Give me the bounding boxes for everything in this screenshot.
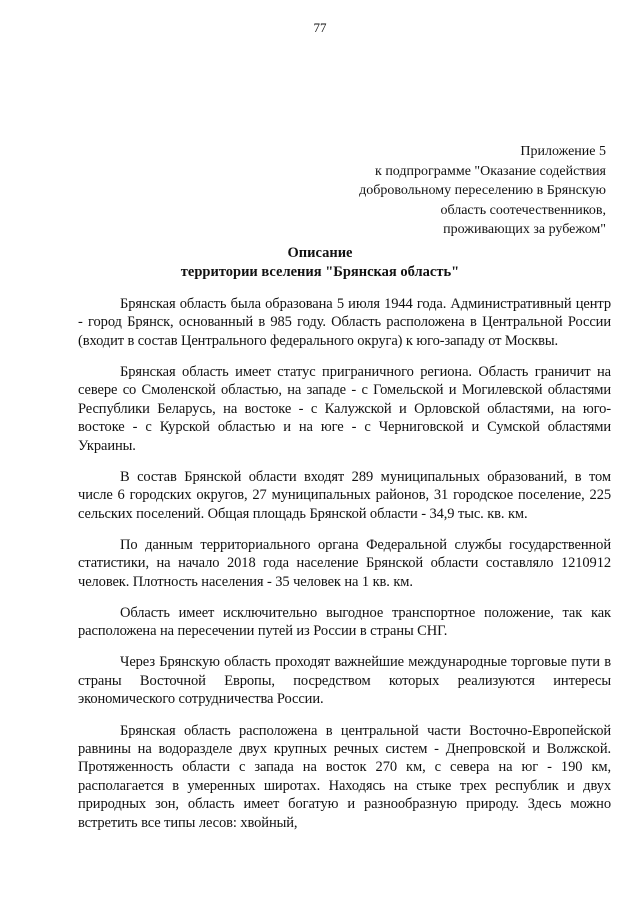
appendix-line: проживающих за рубежом"	[443, 222, 606, 237]
document-title	[0, 244, 640, 282]
title-line-2: территории вселения "Брянская область"	[180, 264, 460, 280]
paragraph: В состав Брянской области входят 289 муниципальных образований, в том числе 6 городских округов, 27 муниципальных районов, 31 городское поселение, 225 сельских поселений. Общая площадь Брянской области - 34,9 тыс. кв. км.	[78, 468, 611, 522]
paragraph: Брянская область была образована 5 июля 1944 года. Административный центр - город Брянск, основанный в 985 году. Область расположена в Центральной России (входит в состав Центрального федерального округа) к юго-западу от Москвы.	[78, 296, 611, 349]
paragraph: Брянская область расположена в центральной части Восточно-Европейской равнины на водоразделе двух крупных речных систем - Днепровской и Волжской. Протяженность области с запада на восток 270 км, с севера на юг - 190 км, располагается в умеренных широтах. Находясь на стыке трех республик и двух природных зон, область имеет богатую и разнообразную природу. Здесь можно встретить все типы лесов: хвойный,	[78, 722, 611, 831]
title-line-1: Описание	[287, 245, 353, 261]
paragraph: Брянская область имеет статус приграничного региона. Область граничит на севере со Смоленской областью, на западе - с Гомельской и Могилевской областями Республики Беларусь, на востоке - с Калужской и Орловской областями, на юго-востоке - с Курской областью и на юге - с Черниговской и Сумской областями Украины.	[78, 364, 611, 454]
paragraph: Область имеет исключительно выгодное транспортное положение, так как расположена на пересечении путей из России в страны СНГ.	[78, 604, 611, 640]
paragraph: Через Брянскую область проходят важнейшие международные торговые пути в страны Восточной Европы, посредством которых реализуются интересы экономического сотрудничества России.	[78, 654, 611, 708]
appendix-header	[276, 142, 606, 240]
document-body	[78, 295, 611, 845]
page-number: 77	[313, 20, 327, 35]
paragraph: По данным территориального органа Федеральной службы государственной статистики, на начало 2018 года население Брянской области составляло 1210912 человек. Плотность населения - 35 человек на 1 кв. км.	[78, 536, 611, 590]
appendix-line: Приложение 5	[520, 144, 606, 159]
appendix-line: к подпрограмме "Оказание содействия	[375, 163, 606, 179]
appendix-line: добровольному переселению в Брянскую	[359, 183, 606, 198]
appendix-line: область соотечественников,	[440, 202, 606, 218]
